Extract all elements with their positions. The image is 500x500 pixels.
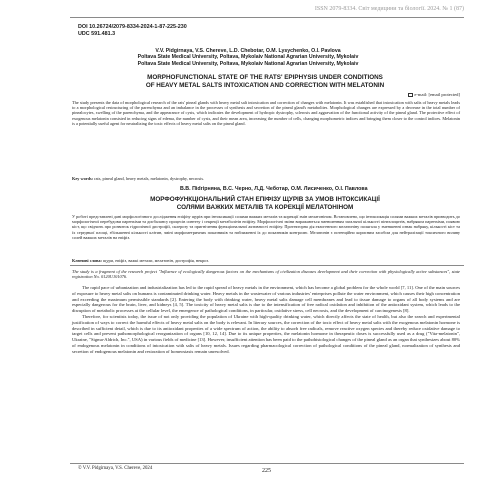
title-ua-line-1: МОРФОФУНКЦІОНАЛЬНИЙ СТАН ЕПІФІЗУ ЩУРІВ ЗА УМОВ ІНТОКСИКАЦІЇ [150,196,380,203]
keywords-value-en: rats, pineal gland, heavy metals, melatonin, dystrophy, necrosis. [94,176,205,181]
affiliation-1: Poltava State Medical University, Poltava, Mykolaiv National Agrarian University, Mykolaiv [137,54,359,61]
research-note: The study is a fragment of the research project "Influence of ecologically dangerous factors on the mechanisms of civilization diseases development and their correction with physiologically active substances", state registration No. 0120U101076. [72,269,460,280]
authors-block-en [78,48,418,67]
authors-en: V.V. Pidgirnaya, V.S. Chereve, L.D. Chebotar, O.M. Lysychenko, O.I. Pavlova [155,48,341,54]
article-title-en [70,74,460,89]
authors-ua: В.В. Пidгірняна, В.С. Черно, Л.Д. Чеботар, О.М. Лисиченко, О.І. Павлова [180,186,368,192]
title-en-line-2: OF HEAVY METAL SALTS INTOXICATION AND CORRECTION WITH MELATONIN [145,81,385,89]
title-ua-line-2: СОЛЯМИ ВАЖКИХ МЕТАЛІВ ТА КОРЕКЦІЇ МЕЛАТОНІНОМ [176,203,354,211]
abstract-ua: У роботі представлені дані морфологічного дослідження епіфізу щурів при інтоксикації солями важких металів та корекції змін мелатоніном. Встановлено, що інтоксикація солями важких металів призводить до морфологічної перебудови паренхіми та дисбалансу процесів синтезу і секреції метаболітів епіфізу. Морфологічні зміни виражаються зменшенням загальної кількості пінеалоцитів, набряком паренхіми, появою кіст, що свідчить про розвиток гідропічної дистрофії, склерозу та пригнічення функціональної активності епіфізу. Протекторна дія екзогенного мелатоніну полягала у зменшенні ознак набряку, кількості кіст та їх середньої площі, збільшенні кількості клітин, зміні морфометричних показників та наближенні їх до показників контролю. Мелатонін є потенційно корисним засобом для нейтралізації токсичного впливу солей важких металів на епіфіз. [72,214,460,240]
affiliation-2: Poltava State Medical University, Poltava, Mykolaiv National Agrarian University, Mykolaiv [137,60,359,67]
copyright: © V.V. Pidgirnaya, V.S. Chereve, 2024 [78,466,153,471]
doi[interactable]: DOI 10.26724/2079-8334-2024-1-87-225-230 [78,24,187,30]
keywords-label-en: Key words: [72,176,94,181]
header-rule [70,17,464,18]
keywords-value-ua: щури, епіфіз, важкі метали, мелатонін, дистрофія, некроз. [103,258,210,263]
body-paragraph: Therefore, for scientists today, the issue of not only providing the population of Ukraine with high-quality drinking water, which directly affects the state of health, but also the search and experimental justification of ways to correct the harmful effects of heavy metal salts on the body is relevant. In literary sources, the correction of the toxic effect of heavy metal salts with the exogenous melatonin hormone is described in sufficient detail, which is due to its antioxidant properties of a wide spectrum of action, the ability to absorb free radicals, remove reactive oxygen species and thereby reduce oxidative damage to target cells and prevent pathomorphological reorganization of organs [10, 12, 14]. Due to its unique properties, the melatonin hormone in therapeutic doses is successfully used as a drug ("Vita-melatonin", Ukraine, "Sigma-Aldrich, Inc.", USA) in various fields of medicine [13]. However, insufficient attention has been paid to the pathohistological changes of the pineal gland as an organ that synthesizes about 80% of endogenous melatonin in conditions of intoxication with salts of heavy metals. Issues regarding pharmacological correction of pathological conditions of the pineal gland, normalization of synthesis and secretion of endogenous melatonin and restoration of homeostasis remain unresolved. [72,313,460,354]
article-body [72,285,460,355]
footer-rule [70,463,464,464]
title-en-line-1: MORPHOFUNCTIONAL STATE OF THE RATS' EPIPHYSIS UNDER CONDITIONS [147,74,383,81]
article-identifiers [78,24,187,38]
keywords-ua [72,258,209,263]
section-rule [70,265,464,266]
email[interactable] [408,92,460,97]
journal-header: ISSN 2079-8334. Світ медицини та біології. 2024. № 1 (87) [314,6,464,12]
abstract-en: The study presents the data of morphological research of the rats' pineal glands with heavy metal salt intoxication and correction of changes with melatonin. It was established that intoxication with salts of heavy metals leads to a morphological restructuring of the parenchyma and an imbalance in the processes of synthesis and secretion of the pineal gland's metabolites. Morphological changes are expressed by a decrease in the total number of pinealocytes, swelling of the parenchyma, and the appearance of cysts, which indicates the development of hydropic dystrophy, sclerosis and aggravation of the functional activity of the pineal gland. The protective effect of exogenous melatonin consisted in reducing signs of edema, the number of cysts, and their mean area, increasing the number of cells, changing morphometric indices and bringing them closer to the control indices. Melatonin is a potentially useful agent for neutralizing the toxic effects of heavy metal salts on the pineal gland. [72,100,460,126]
keywords-label-ua: Ключові слова: [72,258,102,263]
body-paragraph: The rapid pace of urbanization and industrialization has led to the rapid spread of heavy metals in the environment, which has become a global problem for the whole world [7, 11]. One of the main sources of exposure to heavy metal salts on humans is contaminated drinking water. Heavy metals in the wastewater of various industries' enterprises pollute the water environment, which causes their high concentration and exceeding the maximum permissible standards [2]. Entering the body with drinking water, heavy metal salts damage cell membranes and lead to tissue damage to organs of all body systems and are especially dangerous for the brain, liver, and kidneys [4, 5]. The toxicity of heavy metal salts is due to the intensification of free radical oxidation and inhibition of the antioxidant system, which leads to the disruption of metabolic processes at the cellular level, the emergence of pathological conditions, in particular, oxidative stress, cell necrosis, and the development of carcinogenesis [8]. [72,285,460,314]
page-number: 225 [262,468,271,474]
email-icon [408,93,413,96]
keywords-en [72,176,204,181]
email-text[interactable]: e-mail: [email protected] [414,92,460,97]
udc: UDC 591.481.3 [78,31,116,37]
article-title-ua [70,196,460,211]
